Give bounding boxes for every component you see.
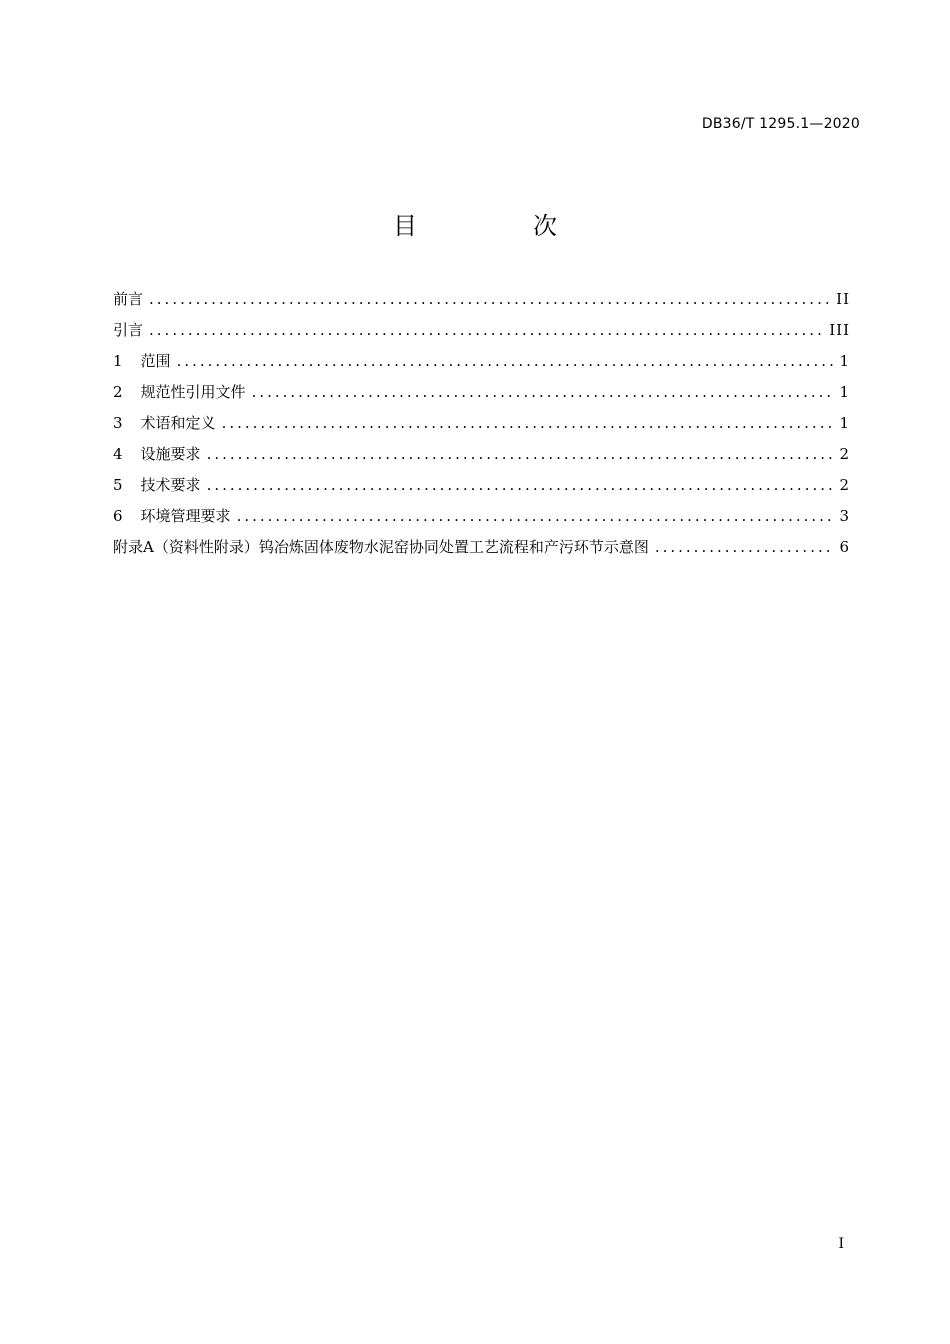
toc-entry-title: 术语和定义 xyxy=(140,414,216,432)
table-of-contents xyxy=(113,284,850,563)
toc-leader-dots xyxy=(252,377,834,408)
toc-entry-facility-requirements[interactable] xyxy=(113,439,850,470)
toc-entry-number: 4 xyxy=(113,445,123,463)
toc-entry-introduction[interactable] xyxy=(113,315,850,346)
toc-leader-dots xyxy=(237,501,834,532)
toc-leader-dots xyxy=(149,315,823,346)
toc-entry-title: 引言 xyxy=(113,321,144,339)
toc-entry-title: 环境管理要求 xyxy=(140,507,231,525)
toc-leader-dots xyxy=(207,470,834,501)
toc-entry-page: 1 xyxy=(839,383,850,401)
page-number: I xyxy=(838,1236,844,1252)
toc-entry-title: 规范性引用文件 xyxy=(140,383,246,401)
toc-entry-page: 3 xyxy=(839,507,850,525)
toc-entry-title: 范围 xyxy=(140,352,171,370)
toc-entry-terms-definitions[interactable] xyxy=(113,408,850,439)
toc-entry-title: 前言 xyxy=(113,290,144,308)
toc-leader-dots xyxy=(655,532,834,563)
toc-entry-page: 2 xyxy=(839,445,850,463)
toc-entry-page: 2 xyxy=(839,476,850,494)
toc-entry-number: 1 xyxy=(113,352,123,370)
toc-entry-environmental-management[interactable] xyxy=(113,501,850,532)
toc-entry-page: 1 xyxy=(839,352,850,370)
toc-entry-title: 设施要求 xyxy=(140,445,201,463)
toc-leader-dots xyxy=(207,439,834,470)
toc-entry-number: 2 xyxy=(113,383,123,401)
toc-entry-page: II xyxy=(836,290,850,308)
toc-leader-dots xyxy=(149,284,830,315)
toc-entry-foreword[interactable] xyxy=(113,284,850,315)
toc-entry-page: 1 xyxy=(839,414,850,432)
standard-code: DB36/T 1295.1—2020 xyxy=(701,116,860,132)
toc-entry-page: 6 xyxy=(839,538,850,556)
toc-entry-normative-references[interactable] xyxy=(113,377,850,408)
toc-entry-technical-requirements[interactable] xyxy=(113,470,850,501)
toc-entry-number: 5 xyxy=(113,476,123,494)
toc-entry-title: 技术要求 xyxy=(140,476,201,494)
toc-entry-page: III xyxy=(829,321,850,339)
toc-entry-number: 3 xyxy=(113,414,123,432)
toc-leader-dots xyxy=(222,408,834,439)
toc-entry-title: 附录A（资料性附录）钨冶炼固体废物水泥窑协同处置工艺流程和产污环节示意图 xyxy=(113,538,649,556)
toc-entry-appendix-a[interactable] xyxy=(113,532,850,563)
toc-entry-scope[interactable] xyxy=(113,346,850,377)
toc-entry-number: 6 xyxy=(113,507,123,525)
toc-leader-dots xyxy=(177,346,834,377)
toc-heading: 目 次 xyxy=(393,212,603,240)
